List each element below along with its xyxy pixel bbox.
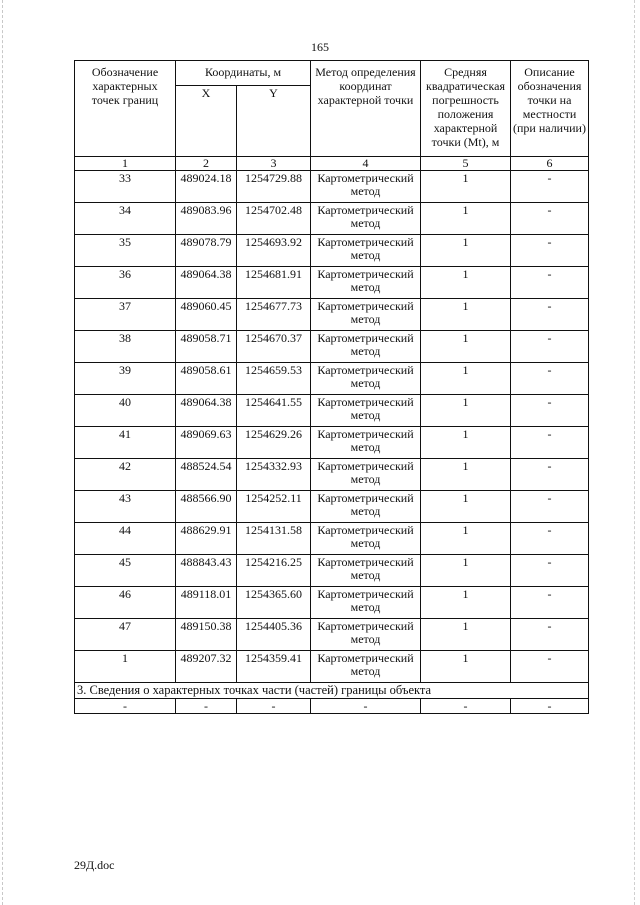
accuracy-cell: 1 <box>421 555 511 587</box>
table-row <box>75 203 589 235</box>
page-number: 165 <box>311 40 329 54</box>
x-cell: 489078.79 <box>176 235 237 267</box>
accuracy-cell: 1 <box>421 619 511 651</box>
description-cell: - <box>511 331 589 363</box>
point-cell: 39 <box>75 363 176 395</box>
table-row <box>75 171 589 203</box>
column-number: 6 <box>511 157 589 171</box>
table-row <box>75 331 589 363</box>
table-row <box>75 235 589 267</box>
header-coordinates: Координаты, м <box>176 61 311 86</box>
method-cell: Картометрический метод <box>311 267 421 299</box>
y-cell: 1254405.36 <box>237 619 311 651</box>
empty-cell: - <box>237 699 311 714</box>
point-cell: 33 <box>75 171 176 203</box>
method-cell: Картометрический метод <box>311 171 421 203</box>
section-3-title-row <box>75 683 589 699</box>
y-cell: 1254677.73 <box>237 299 311 331</box>
point-cell: 40 <box>75 395 176 427</box>
empty-cell: - <box>511 699 589 714</box>
x-cell: 489058.71 <box>176 331 237 363</box>
method-cell: Картометрический метод <box>311 427 421 459</box>
column-number-row <box>75 157 589 171</box>
x-cell: 488629.91 <box>176 523 237 555</box>
header-accuracy: Средняя квадратическая погрешность положения характерной точки (Mt), м <box>421 61 511 157</box>
column-number: 4 <box>311 157 421 171</box>
table-row <box>75 459 589 491</box>
description-cell: - <box>511 651 589 683</box>
method-cell: Картометрический метод <box>311 235 421 267</box>
description-cell: - <box>511 619 589 651</box>
method-cell: Картометрический метод <box>311 523 421 555</box>
method-cell: Картометрический метод <box>311 203 421 235</box>
x-cell: 489024.18 <box>176 171 237 203</box>
section-3-title: 3. Сведения о характерных точках части (частей) границы объекта <box>75 683 589 699</box>
description-cell: - <box>511 587 589 619</box>
x-cell: 489207.32 <box>176 651 237 683</box>
header-method: Метод определения координат характерной точки <box>311 61 421 157</box>
table-row <box>75 363 589 395</box>
empty-cell: - <box>311 699 421 714</box>
method-cell: Картометрический метод <box>311 395 421 427</box>
column-number: 3 <box>237 157 311 171</box>
method-cell: Картометрический метод <box>311 491 421 523</box>
point-cell: 1 <box>75 651 176 683</box>
coordinates-table <box>74 60 589 714</box>
scan-edge-right <box>634 0 636 905</box>
header-x: X <box>176 86 237 157</box>
method-cell: Картометрический метод <box>311 619 421 651</box>
accuracy-cell: 1 <box>421 331 511 363</box>
x-cell: 489064.38 <box>176 267 237 299</box>
empty-cell: - <box>176 699 237 714</box>
description-cell: - <box>511 235 589 267</box>
x-cell: 489150.38 <box>176 619 237 651</box>
y-cell: 1254670.37 <box>237 331 311 363</box>
description-cell: - <box>511 267 589 299</box>
method-cell: Картометрический метод <box>311 587 421 619</box>
x-cell: 488524.54 <box>176 459 237 491</box>
accuracy-cell: 1 <box>421 267 511 299</box>
point-cell: 37 <box>75 299 176 331</box>
table-row <box>75 555 589 587</box>
accuracy-cell: 1 <box>421 523 511 555</box>
empty-cell: - <box>421 699 511 714</box>
point-cell: 45 <box>75 555 176 587</box>
description-cell: - <box>511 203 589 235</box>
y-cell: 1254729.88 <box>237 171 311 203</box>
table-row <box>75 523 589 555</box>
empty-cell: - <box>75 699 176 714</box>
y-cell: 1254693.92 <box>237 235 311 267</box>
description-cell: - <box>511 299 589 331</box>
y-cell: 1254641.55 <box>237 395 311 427</box>
x-cell: 489064.38 <box>176 395 237 427</box>
point-cell: 35 <box>75 235 176 267</box>
table-row <box>75 587 589 619</box>
table-row <box>75 395 589 427</box>
header-y: Y <box>237 86 311 157</box>
accuracy-cell: 1 <box>421 299 511 331</box>
accuracy-cell: 1 <box>421 651 511 683</box>
y-cell: 1254629.26 <box>237 427 311 459</box>
method-cell: Картометрический метод <box>311 459 421 491</box>
y-cell: 1254216.25 <box>237 555 311 587</box>
y-cell: 1254365.60 <box>237 587 311 619</box>
y-cell: 1254252.11 <box>237 491 311 523</box>
accuracy-cell: 1 <box>421 203 511 235</box>
accuracy-cell: 1 <box>421 459 511 491</box>
x-cell: 489069.63 <box>176 427 237 459</box>
method-cell: Картометрический метод <box>311 555 421 587</box>
description-cell: - <box>511 523 589 555</box>
y-cell: 1254681.91 <box>237 267 311 299</box>
accuracy-cell: 1 <box>421 427 511 459</box>
x-cell: 489058.61 <box>176 363 237 395</box>
y-cell: 1254659.53 <box>237 363 311 395</box>
section-3-empty-row <box>75 699 589 714</box>
description-cell: - <box>511 363 589 395</box>
x-cell: 489083.96 <box>176 203 237 235</box>
description-cell: - <box>511 427 589 459</box>
accuracy-cell: 1 <box>421 395 511 427</box>
scan-edge-left <box>2 0 4 905</box>
table-row <box>75 619 589 651</box>
footer-filename: 29Д.doc <box>74 858 115 872</box>
description-cell: - <box>511 491 589 523</box>
table-row <box>75 267 589 299</box>
point-cell: 46 <box>75 587 176 619</box>
column-number: 5 <box>421 157 511 171</box>
x-cell: 488566.90 <box>176 491 237 523</box>
accuracy-cell: 1 <box>421 363 511 395</box>
point-cell: 34 <box>75 203 176 235</box>
description-cell: - <box>511 459 589 491</box>
y-cell: 1254702.48 <box>237 203 311 235</box>
table-row <box>75 427 589 459</box>
x-cell: 488843.43 <box>176 555 237 587</box>
point-cell: 44 <box>75 523 176 555</box>
column-number: 2 <box>176 157 237 171</box>
description-cell: - <box>511 555 589 587</box>
table-row <box>75 651 589 683</box>
point-cell: 47 <box>75 619 176 651</box>
point-cell: 43 <box>75 491 176 523</box>
accuracy-cell: 1 <box>421 491 511 523</box>
description-cell: - <box>511 171 589 203</box>
accuracy-cell: 1 <box>421 235 511 267</box>
method-cell: Картометрический метод <box>311 331 421 363</box>
table-row <box>75 491 589 523</box>
point-cell: 36 <box>75 267 176 299</box>
x-cell: 489118.01 <box>176 587 237 619</box>
table-row <box>75 299 589 331</box>
point-cell: 41 <box>75 427 176 459</box>
y-cell: 1254359.41 <box>237 651 311 683</box>
x-cell: 489060.45 <box>176 299 237 331</box>
accuracy-cell: 1 <box>421 587 511 619</box>
method-cell: Картометрический метод <box>311 299 421 331</box>
column-number: 1 <box>75 157 176 171</box>
point-cell: 38 <box>75 331 176 363</box>
y-cell: 1254332.93 <box>237 459 311 491</box>
accuracy-cell: 1 <box>421 171 511 203</box>
y-cell: 1254131.58 <box>237 523 311 555</box>
point-cell: 42 <box>75 459 176 491</box>
description-cell: - <box>511 395 589 427</box>
header-description: Описание обозначения точки на местности (при наличии) <box>511 61 589 157</box>
method-cell: Картометрический метод <box>311 651 421 683</box>
header-point-designation: Обозначение характерных точек границ <box>75 61 176 157</box>
method-cell: Картометрический метод <box>311 363 421 395</box>
